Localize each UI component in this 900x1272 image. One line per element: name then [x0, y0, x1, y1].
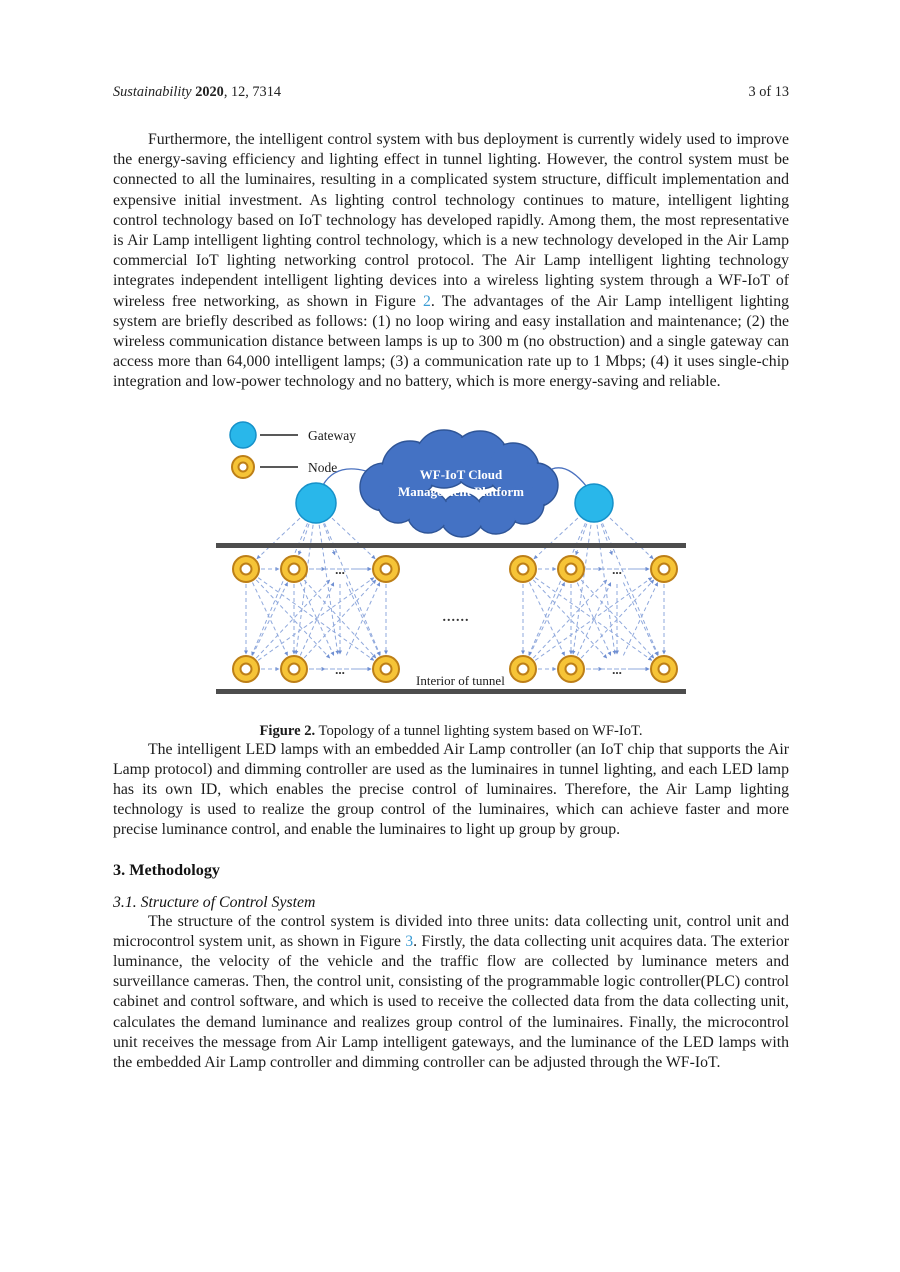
page-header — [113, 84, 789, 101]
gateway-right-icon — [575, 484, 613, 522]
paragraph-1-text-after: . The advantages of the Air Lamp intelligent lighting system are briefly described as follows: (1) no loop wiring and easy installation and maintenance; (2) the wireless communication distance between lamps is up to 300 m (no obstruction) and a single gateway can access more than 64,000 intelligent lamps; (3) a communication rate up to 1 Mbps; (4) it uses single-chip integration and low-power technology and no battery, which is more energy-saving and reliable. — [113, 292, 789, 391]
tunnel-wall-top — [216, 543, 686, 548]
gateway-left-icon — [296, 483, 336, 523]
mesh-dashed-links — [246, 518, 664, 669]
legend-gateway-label: Gateway — [308, 427, 356, 443]
legend-node-label: Node — [308, 459, 338, 475]
row-ellipsis-left-bottom: ... — [335, 661, 345, 677]
cloud-label-line2: Management Platform — [398, 483, 524, 499]
page-content — [113, 130, 789, 1073]
figure-caption-label: Figure 2. — [259, 722, 316, 739]
paragraph-1 — [113, 130, 789, 393]
subsection-heading-structure: 3.1. Structure of Control System — [113, 893, 316, 911]
figure-3-reference-link[interactable]: 3 — [405, 932, 414, 950]
figure-2-reference-link[interactable]: 2 — [423, 292, 431, 310]
figure-caption-text: Topology of a tunnel lighting system based on WF-IoT. — [315, 722, 643, 739]
paragraph-3 — [113, 912, 789, 1074]
tunnel-topology-diagram — [216, 419, 686, 704]
journal-name: Sustainability — [113, 84, 192, 100]
journal-issue: , 12, 7314 — [223, 84, 281, 100]
row-ellipsis-left-top: ... — [335, 561, 345, 577]
figure-2 — [216, 419, 686, 709]
interior-of-tunnel-label: Interior of tunnel — [416, 672, 505, 688]
paragraph-1-text: Furthermore, the intelligent control system with bus deployment is currently widely used to improve the energy-saving efficiency and lighting effect in tunnel lighting. However, the control system must be connected to all the luminaires, resulting in a complicated system structure, difficult implementation and expensive initial investment. As lighting control technology continues to mature, intelligent lighting control technology based on IoT technology has developed rapidly. Among them, the most representative is Air Lamp intelligent lighting control technology, which is a new technology developed in the Air Lamp commercial IoT lighting networking control protocol. The Air Lamp intelligent lighting technology integrates independent intelligent lighting devices into a wireless lighting system through a WF-IoT of wireless free networking, as shown in Figure — [113, 131, 789, 310]
page-number: 3 of 13 — [748, 84, 789, 100]
journal-year: 2020 — [191, 84, 224, 100]
row-ellipsis-right-bottom: ... — [612, 661, 622, 677]
paragraph-3-text-after: . Firstly, the data collecting unit acquires data. The exterior luminance, the velocity of the vehicle and the traffic flow are collected by luminance meters and surveillance cameras. Then, the control unit, consisting of the programmable logic controller(PLC) control cabinet and control software, and which is used to receive the collected data from the data collecting unit, calculates the demand luminance and realizes group control of the luminaires. Finally, the microcontrol unit receives the message from Air Lamp intelligent gateways, and the luminance of the LED lamps with the embedded Air Lamp controller and dimming controller can be adjusted through the WF-IoT. — [113, 932, 789, 1072]
legend-node-icon-hole — [239, 462, 248, 471]
row-ellipsis-right-top: ... — [612, 561, 622, 577]
tunnel-wall-bottom — [216, 689, 686, 694]
legend-gateway-icon — [230, 422, 256, 448]
figure-legend — [230, 422, 356, 478]
paragraph-2: The intelligent LED lamps with an embedded Air Lamp controller (an IoT chip that supports the Air Lamp protocol) and dimming controller are used as the luminaires in tunnel lighting, and each LED lamp has its own ID, which enables the precise control of luminaires. Therefore, the Air Lamp lighting technology is used to realize the group control of the luminaires, which can achieve faster and more precise luminance control, and enable the luminaires to light up group by group. — [113, 740, 789, 839]
cluster-ellipsis: ...... — [442, 609, 470, 625]
paragraph-3-text: The structure of the control system is divided into three units: data collecting unit, control unit and microcontrol system unit, as shown in Figure — [113, 912, 789, 950]
cloud-label-line1: WF-IoT Cloud — [419, 466, 503, 482]
figure-caption — [113, 723, 789, 740]
running-head — [113, 84, 281, 101]
wfiot-cloud — [360, 430, 558, 537]
section-heading-methodology: 3. Methodology — [113, 860, 221, 879]
